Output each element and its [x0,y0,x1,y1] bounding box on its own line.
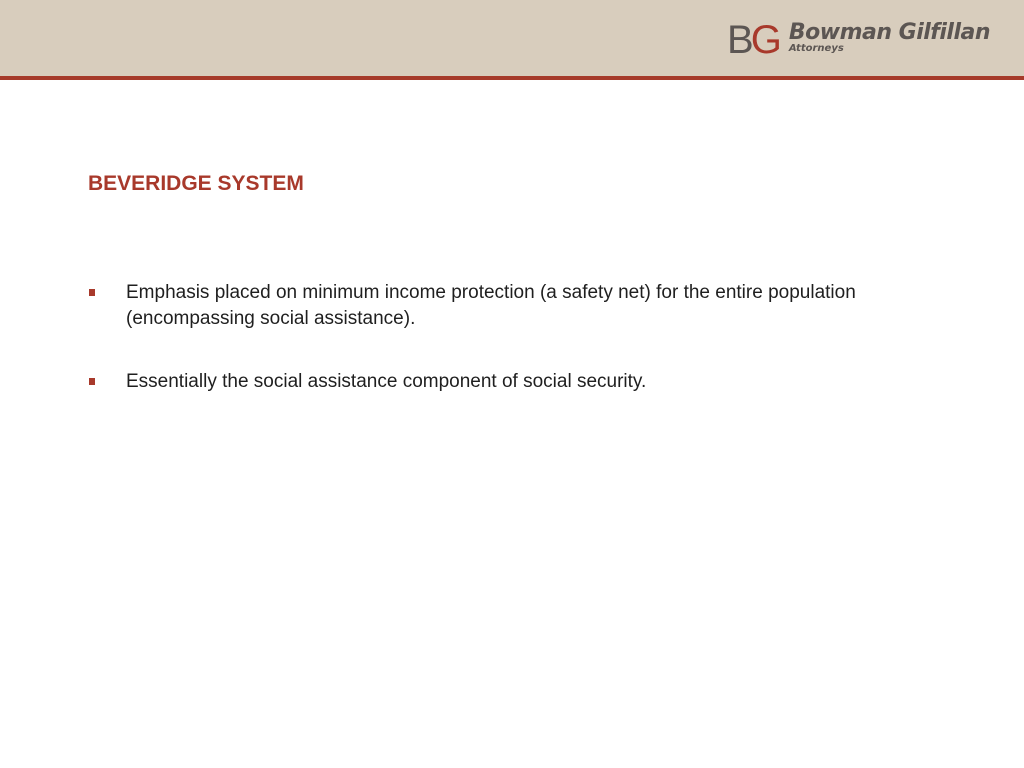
bullet-list [88,280,888,395]
header-band [0,0,1024,76]
square-bullet-icon [89,378,95,385]
logo-subtitle: Attorneys [788,43,844,54]
bullet-text: Essentially the social assistance component of social security. [126,371,647,392]
company-logo [727,16,990,60]
bullet-text: Emphasis placed on minimum income protection (a safety net) for the entire population (encompassing social assistance). [126,282,856,329]
header-divider [0,76,1024,80]
logo-monogram-g: G [750,18,779,62]
logo-monogram-b: B [727,18,751,62]
logo-company-name: Bowman Gilfillan [788,20,990,45]
bullet-item [88,280,888,332]
logo-monogram [727,20,779,60]
bullet-item [88,369,888,395]
logo-wordmark [789,21,990,55]
square-bullet-icon [89,289,95,296]
slide-title: BEVERIDGE SYSTEM [88,172,304,195]
